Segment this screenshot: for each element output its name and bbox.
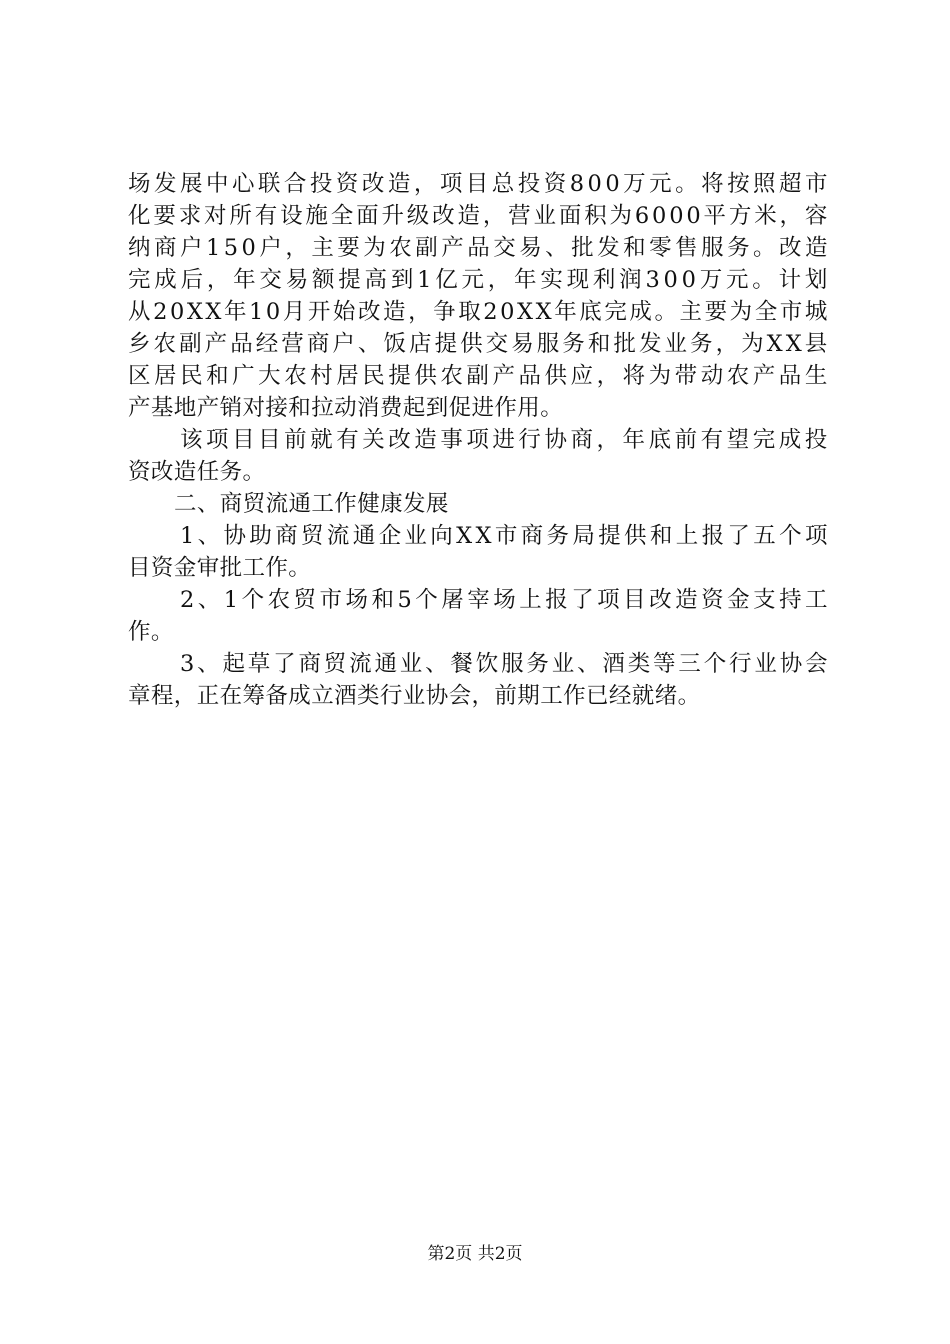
body-text: 乡 农 副 产 品 经 营 商 户 、 饭 店 提 供 交 易 服 务 和 批 发 业 务 ， 为 X X 县: [128, 331, 828, 357]
body-text: 纳 商 户 1 5 0 户 ， 主 要 为 农 副 产 品 交 易 、 批 发 和 零 售 服 务 。 改 造: [128, 235, 828, 261]
body-line-4: [128, 264, 828, 296]
body-line-15: [128, 616, 828, 648]
section-heading-text: 二、商贸流通工作健康发展: [174, 491, 449, 517]
body-text: 资改造任务。: [128, 459, 266, 485]
body-line-12: [128, 520, 828, 552]
body-text: 作。: [128, 619, 174, 645]
body-text: 章程，正在筹备成立酒类行业协会，前期工作已经就绪。: [128, 683, 701, 709]
body-line-9: [128, 424, 828, 456]
body-text: 2 、 1 个 农 贸 市 场 和 5 个 屠 宰 场 上 报 了 项 目 改 造 资 金 支 持 工: [180, 587, 828, 613]
page-footer: 第2页 共2页: [427, 1244, 523, 1264]
body-text: 目资金审批工作。: [128, 555, 312, 581]
body-text: 场 发 展 中 心 联 合 投 资 改 造 ， 项 目 总 投 资 8 0 0 万 元 。 将 按 照 超 市: [128, 171, 828, 197]
body-line-1: [128, 168, 828, 200]
body-line-5: [128, 296, 828, 328]
body-text: 该 项 目 目 前 就 有 关 改 造 事 项 进 行 协 商 ， 年 底 前 有 望 完 成 投: [180, 427, 828, 453]
body-line-6: [128, 328, 828, 360]
body-line-17: [128, 680, 828, 712]
body-text: 区 居 民 和 广 大 农 村 居 民 提 供 农 副 产 品 供 应 ， 将 为 带 动 农 产 品 生: [128, 363, 828, 389]
body-text: 1 、 协 助 商 贸 流 通 企 业 向 X X 市 商 务 局 提 供 和 上 报 了 五 个 项: [180, 523, 828, 549]
body-line-3: [128, 232, 828, 264]
section-heading: [128, 488, 828, 520]
document-body: [128, 168, 828, 712]
body-line-14: [128, 584, 828, 616]
body-line-16: [128, 648, 828, 680]
body-text: 化 要 求 对 所 有 设 施 全 面 升 级 改 造 ， 营 业 面 积 为 6 0 0 0 平 方 米 ， 容: [128, 203, 828, 229]
body-text: 3 、 起 草 了 商 贸 流 通 业 、 餐 饮 服 务 业 、 酒 类 等 三 个 行 业 协 会: [180, 651, 828, 677]
body-line-13: [128, 552, 828, 584]
body-line-10: [128, 456, 828, 488]
body-line-2: [128, 200, 828, 232]
body-line-7: [128, 360, 828, 392]
body-text: 完 成 后 ， 年 交 易 额 提 高 到 1 亿 元 ， 年 实 现 利 润 3 0 0 万 元 。 计 划: [128, 267, 828, 293]
body-text: 产基地产销对接和拉动消费起到促进作用。: [128, 395, 564, 421]
body-line-8: [128, 392, 828, 424]
body-text: 从 2 0 X X 年 1 0 月 开 始 改 造 ， 争 取 2 0 X X 年 底 完 成 。 主 要 为 全 市 城: [128, 299, 828, 325]
